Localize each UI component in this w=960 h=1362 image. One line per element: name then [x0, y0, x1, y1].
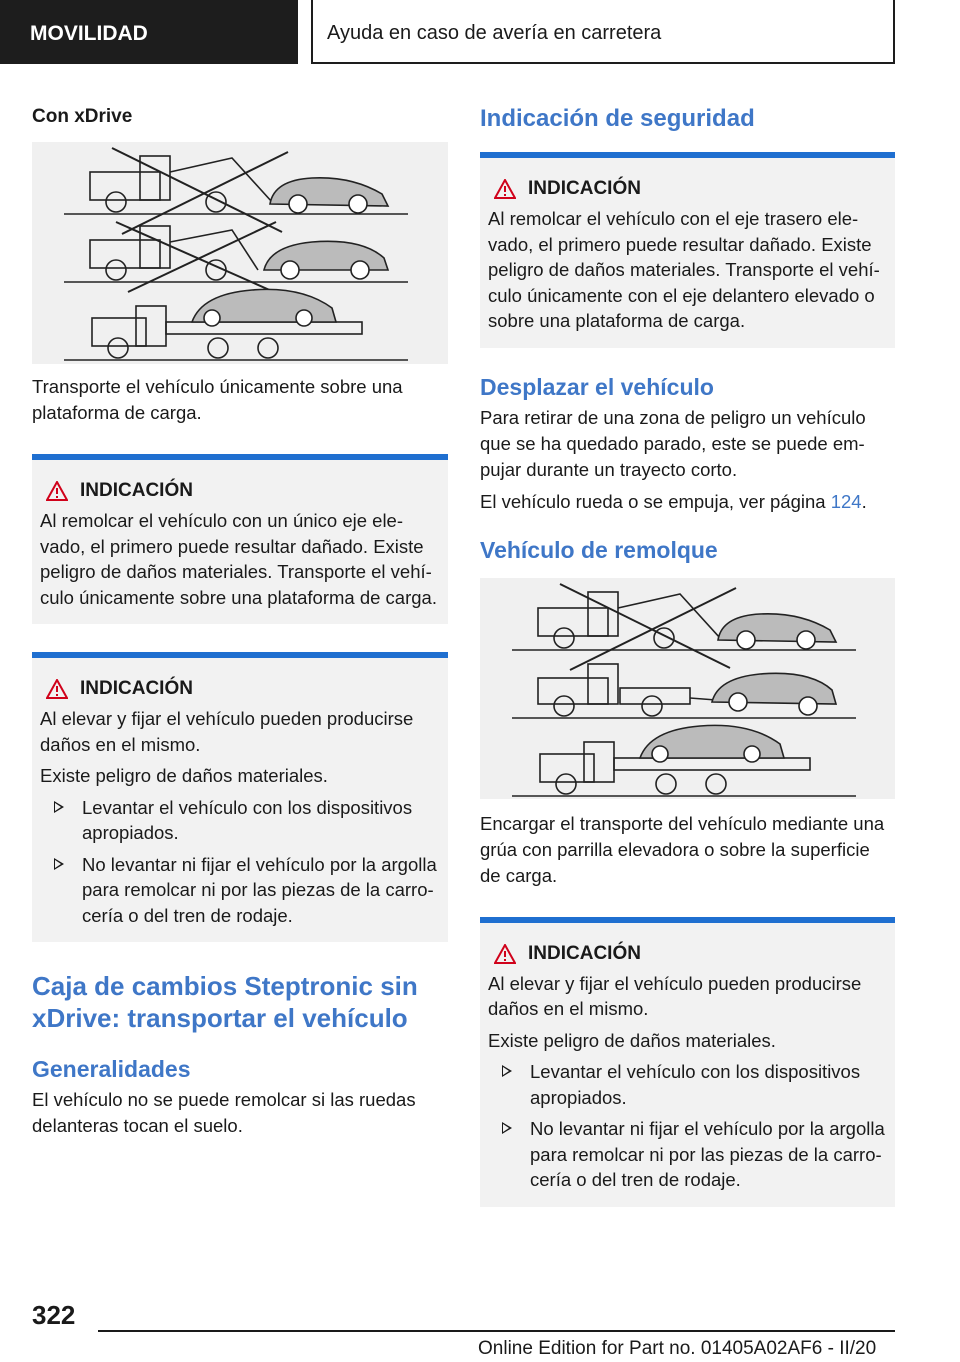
section-heading-steptronic: Caja de cambios Steptronic sin xDrive: transportar el vehículo	[32, 971, 418, 1033]
notice-lifting	[32, 652, 448, 942]
warning-icon	[494, 179, 516, 199]
general-text: El vehículo no se puede remolcar si las ruedas delanteras tocan el suelo.	[32, 1089, 416, 1136]
section-tab: MOVILIDAD	[0, 0, 298, 64]
subheading-general: Generalidades	[32, 1056, 191, 1082]
tow-vehicle-diagram-svg	[480, 578, 895, 799]
footer-divider	[98, 1330, 895, 1332]
notice-text: Existe peligro de daños materiales.	[488, 1029, 776, 1051]
notice-title: INDICACIÓN	[80, 678, 193, 699]
list-item: No levantar ni fijar el vehículo por la argolla para remolcar ni por las piezas de la carro-cería o del tren de rodaje.	[488, 1116, 887, 1193]
notice-text: Existe peligro de daños materiales.	[40, 765, 328, 786]
section-heading-move: Desplazar el vehículo	[480, 373, 714, 400]
tow-caption: Encargar el transporte del vehículo mediante una grúa con parrilla elevadora o sobre la superficie de carga.	[480, 812, 885, 886]
section-heading-tow-vehicle: Vehículo de remolque	[480, 536, 718, 563]
section-heading-safety: Indicación de seguridad	[480, 105, 755, 132]
triangle-bullet-icon	[502, 1122, 512, 1134]
left-column	[32, 100, 448, 1139]
list-item: No levantar ni fijar el vehículo por la argolla para remolcar ni por las piezas de la carro-cería o del tren de rodaje.	[40, 852, 440, 929]
notice-bullet-list	[488, 1059, 887, 1193]
xdrive-caption: Transporte el vehículo únicamente sobre una plataforma de carga.	[32, 376, 403, 423]
move-reference: El vehículo rueda o se empuja, ver página 124.	[480, 490, 867, 512]
xdrive-label: Con xDrive	[32, 106, 133, 127]
move-text: Para retirar de una zona de peligro un vehículo que se ha quedado parado, este se puede em-pujar durante un trayecto corto.	[480, 406, 866, 480]
list-item: Levantar el vehículo con los dispositivos apropiados.	[488, 1059, 887, 1110]
notice-title: INDICACIÓN	[528, 178, 641, 199]
triangle-bullet-icon	[502, 1065, 512, 1077]
notice-title: INDICACIÓN	[80, 480, 193, 501]
notice-text: Al remolcar el vehículo con un único eje ele-vado, el primero puede resultar dañado. Existe peligro de daños materiales. Transporte el vehí-culo únicamente sobre una plataforma de carga.	[40, 510, 437, 608]
notice-text: Al remolcar el vehículo con el eje trasero ele-vado, el primero puede resultar dañado. Existe peligro de daños materiales. Transporte el vehí-culo únicamente con el eje delantero elevado o sobre una plataforma de carga.	[488, 208, 880, 331]
page-reference-link[interactable]: 124	[830, 490, 862, 512]
page-number: 322	[32, 1300, 76, 1330]
notice-bullet-list	[40, 795, 440, 929]
towing-diagram-svg	[32, 142, 448, 364]
triangle-bullet-icon	[54, 858, 64, 870]
notice-text: Al elevar y fijar el vehículo pueden producirse daños en el mismo.	[488, 972, 862, 1019]
notice-rear-axle	[480, 152, 895, 348]
triangle-bullet-icon	[54, 801, 64, 813]
chapter-title: Ayuda en caso de avería en carretera	[311, 0, 895, 64]
warning-icon	[46, 481, 68, 501]
edition-label: Online Edition for Part no. 01405A02AF6 - II/20	[478, 1338, 877, 1359]
notice-lifting-right	[480, 917, 895, 1207]
right-column	[480, 100, 895, 1207]
notice-text: Al elevar y fijar el vehículo pueden producirse daños en el mismo.	[40, 708, 414, 755]
notice-single-axle	[32, 454, 448, 624]
notice-title: INDICACIÓN	[528, 942, 641, 964]
warning-icon	[494, 944, 516, 964]
towing-illustration-xdrive	[32, 142, 448, 364]
towing-illustration-tow-vehicle	[480, 578, 895, 799]
list-item: Levantar el vehículo con los dispositivos apropiados.	[40, 795, 440, 846]
warning-icon	[46, 679, 68, 699]
